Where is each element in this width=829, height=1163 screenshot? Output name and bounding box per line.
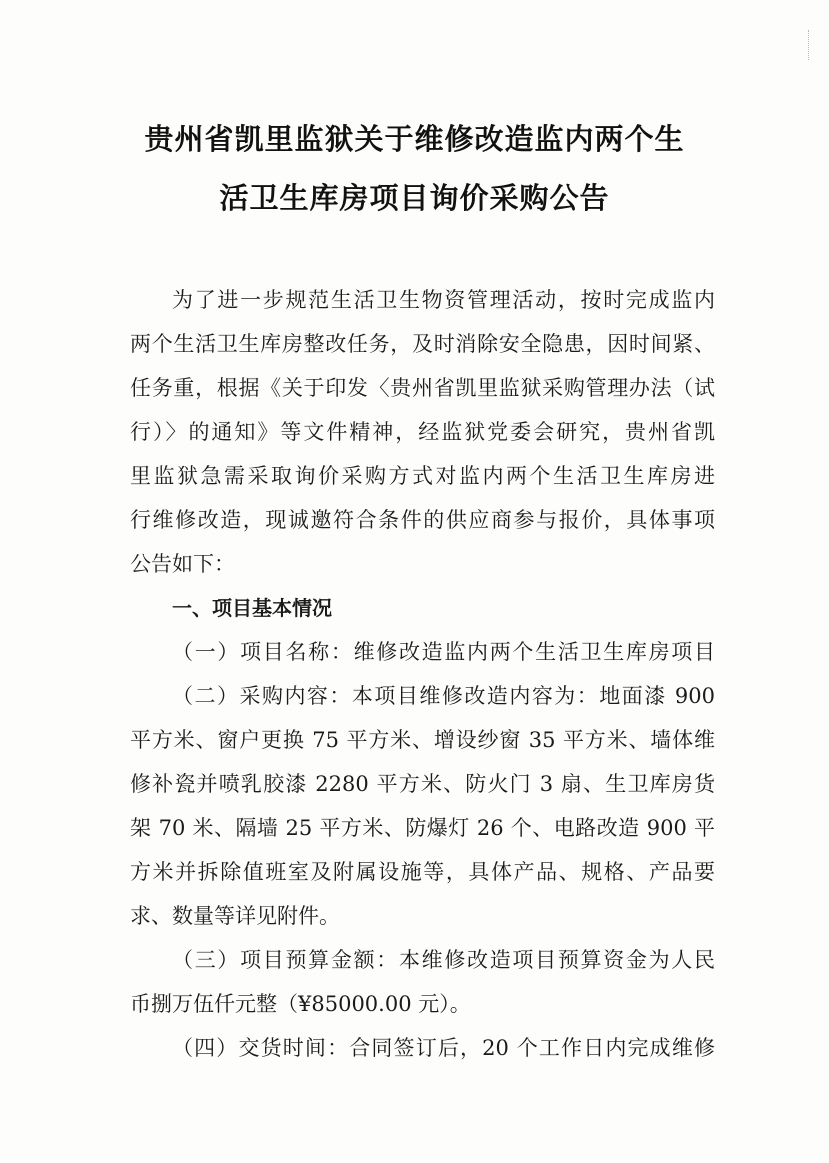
- document-title-line-1: 贵州省凯里监狱关于维修改造监内两个生: [144, 122, 685, 156]
- intro-line: 公告如下：: [130, 552, 235, 576]
- section-heading: 一、项目基本情况: [172, 596, 332, 620]
- item-procurement-content: 平方米、窗户更换 75 平方米、增设纱窗 35 平方米、墙体维: [130, 728, 715, 752]
- item-budget: （三）项目预算金额：本维修改造项目预算资金为人民: [172, 948, 715, 972]
- item-procurement-content: 求、数量等详见附件。: [130, 904, 340, 928]
- item-delivery-time: （四）交货时间：合同签订后，20 个工作日内完成维修: [172, 1036, 715, 1060]
- item-procurement-content: 架 70 米、隔墙 25 平方米、防爆灯 26 个、电路改造 900 平: [130, 816, 715, 840]
- intro-line: 为了进一步规范生活卫生物资管理活动，按时完成监内: [172, 288, 715, 312]
- intro-line: 两个生活卫生库房整改任务，及时消除安全隐患，因时间紧、: [130, 332, 715, 356]
- intro-line: 里监狱急需采取询价采购方式对监内两个生活卫生库房进: [130, 464, 715, 488]
- item-project-name: （一）项目名称：维修改造监内两个生活卫生库房项目: [172, 640, 715, 664]
- scan-artifact: [808, 30, 815, 60]
- intro-line: 任务重，根据《关于印发〈贵州省凯里监狱采购管理办法（试: [130, 376, 715, 400]
- item-procurement-content: （二）采购内容：本项目维修改造内容为：地面漆 900: [172, 684, 715, 708]
- item-budget: 币捌万伍仟元整（¥85000.00 元）。: [130, 992, 471, 1016]
- intro-line: 行维修改造，现诚邀符合条件的供应商参与报价，具体事项: [130, 508, 715, 532]
- item-procurement-content: 修补瓷并喷乳胶漆 2280 平方米、防火门 3 扇、生卫库房货: [130, 772, 715, 796]
- intro-line: 行）〉的通知》等文件精神，经监狱党委会研究，贵州省凯: [130, 420, 715, 444]
- document-title-line-2: 活卫生库房项目询价采购公告: [219, 181, 610, 215]
- item-procurement-content: 方米并拆除值班室及附属设施等，具体产品、规格、产品要: [130, 860, 715, 884]
